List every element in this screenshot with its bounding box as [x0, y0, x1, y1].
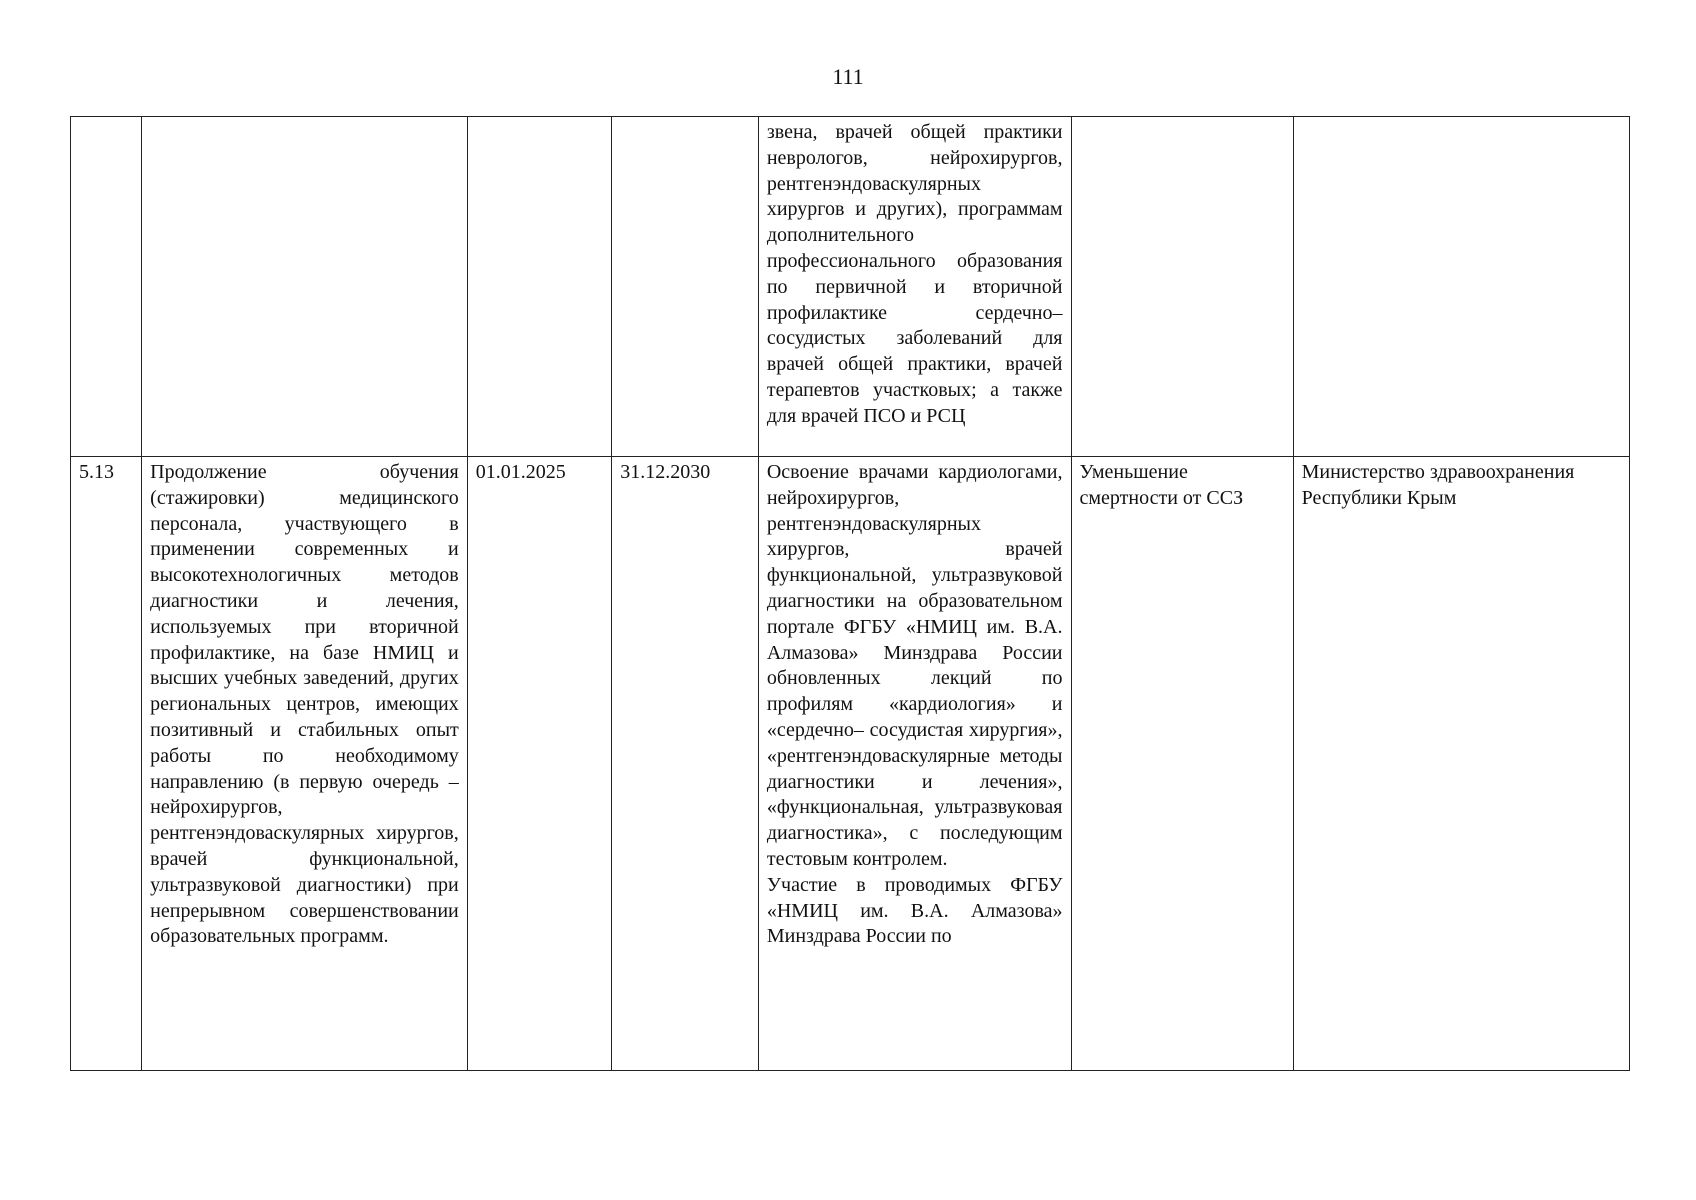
measures-paragraph-2: Участие в проводимых ФГБУ «НМИЦ им. В.А. Алмазова» Минздрава России по — [766, 873, 1063, 948]
cell-name: Продолжение обучения (стажировки) медицинского персонала, участвующего в применении современных и высокотехнологичных методов диагностики и лечения, используемых при вторичной профилактике, на базе НМИЦ и высших учебных заведений, других региональных центров, имеющих позитивный и стабильных опыт работы по необходимому направлению (в первую очередь – нейрохирургов, рентгенэндоваскулярных хирургов, врачей функциональной, ультразвуковой диагностики) при непрерывном совершенствовании образовательных программ. — [142, 457, 468, 1071]
cell-measures: звена, врачей общей практики неврологов, нейрохирургов, рентгенэндоваскулярных хирургов и других), программам дополнительного профессионального образования по первичной и вторичной профилактике сердечно–сосудистых заболеваний для врачей общей практики, врачей терапевтов участковых; а также для врачей ПСО и РСЦ — [758, 117, 1071, 457]
cell-number — [71, 117, 142, 457]
cell-end-date: 31.12.2030 — [612, 457, 759, 1071]
cell-result — [1071, 117, 1293, 457]
page-number: 111 — [832, 64, 864, 89]
measures-table — [70, 116, 1630, 1071]
cell-name — [142, 117, 468, 457]
table-row-5-13 — [71, 457, 1630, 1071]
cell-result: Уменьшение смертности от ССЗ — [1071, 457, 1293, 1071]
cell-start-date: 01.01.2025 — [467, 457, 611, 1071]
cell-end-date — [612, 117, 759, 457]
cell-start-date — [467, 117, 611, 457]
cell-responsible: Министерство здравоохранения Республики Крым — [1293, 457, 1629, 1071]
measures-paragraph-1: Освоение врачами кардиологами, нейрохирургов, рентгенэндоваскулярных хирургов, врачей функциональной, ультразвуковой диагностики на образовательном портале ФГБУ «НМИЦ им. В.А. Алмазова» Минздрава России обновленных лекций по профилям «кардиология» и «сердечно– сосудистая хирургия», «рентгенэндоваскулярные методы диагностики и лечения», «функциональная, ультразвуковая диагностика», с последующим тестовым контролем. — [766, 461, 1063, 870]
cell-number: 5.13 — [71, 457, 142, 1071]
table-row-continuation — [71, 117, 1630, 457]
cell-measures — [758, 457, 1071, 1071]
cell-responsible — [1293, 117, 1629, 457]
